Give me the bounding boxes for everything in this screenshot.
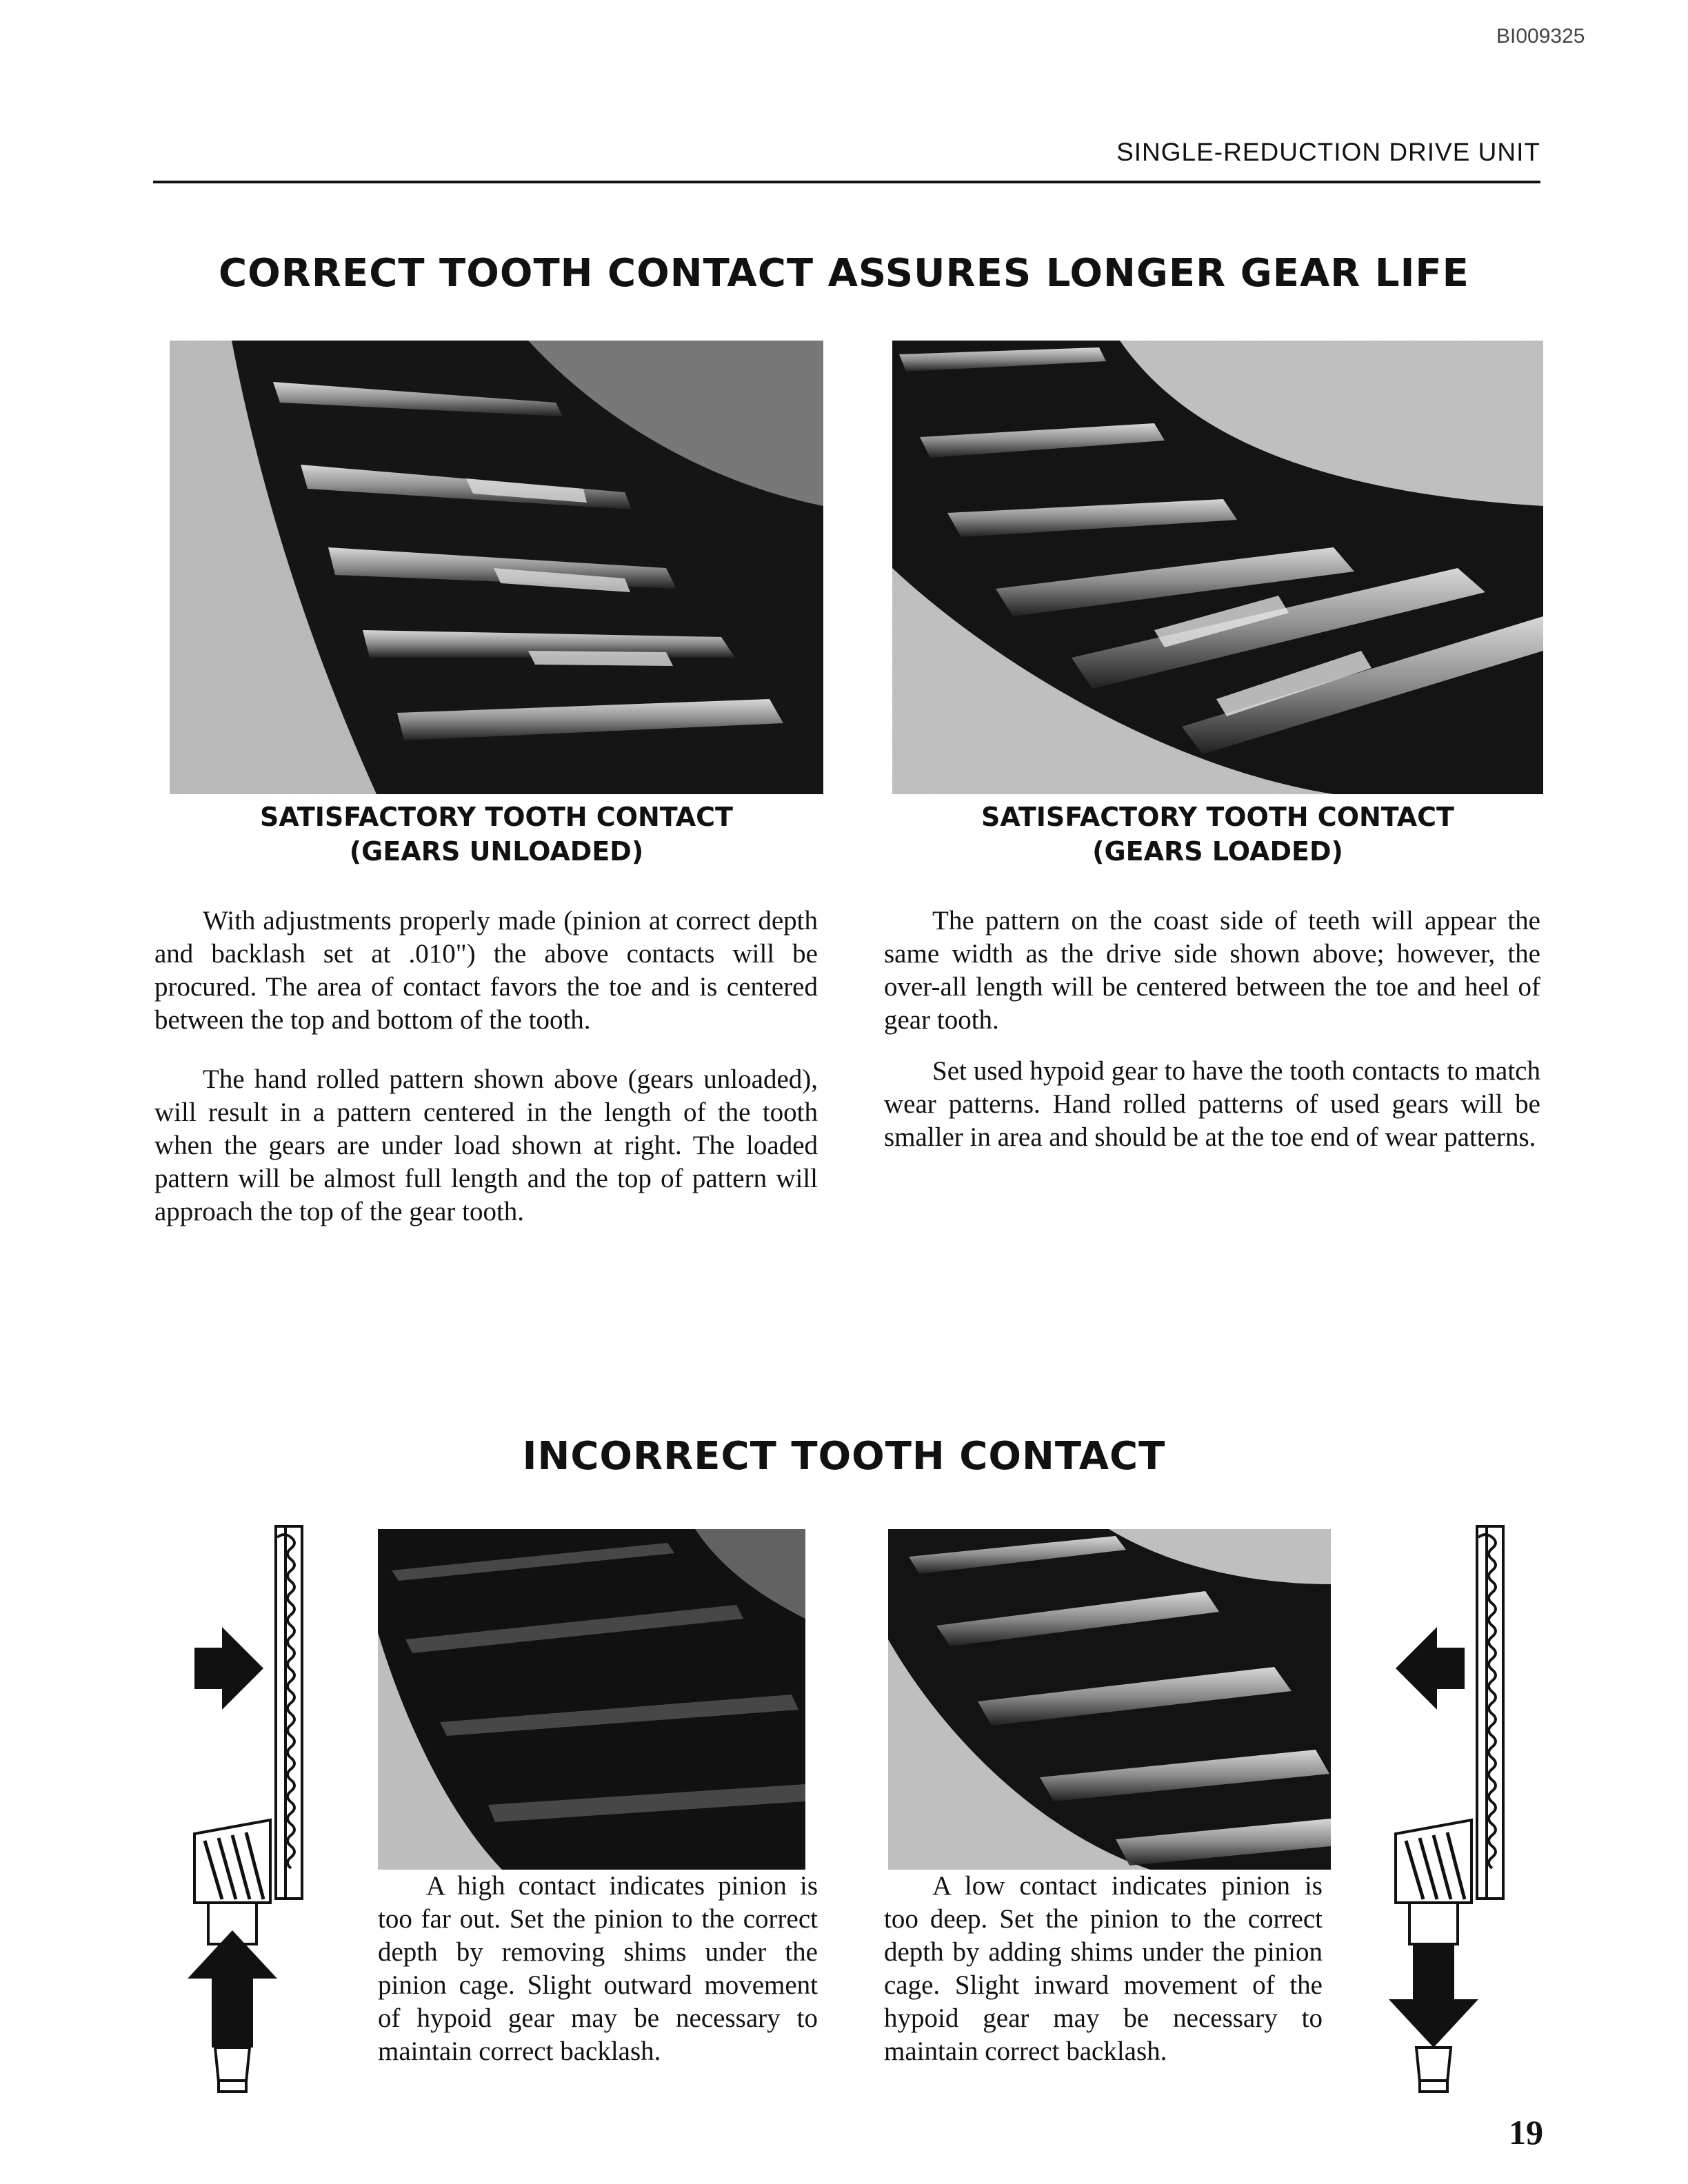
arrow-down-icon — [1389, 1944, 1478, 2048]
gear-photo-unloaded — [170, 341, 823, 794]
high-contact-text: A high contact indicates pinion is too far out. Set the pinion to the correct depth by removing shims under the pinion cage. Slight outward movement of hypoid gear may be necessary to maintain correct backlash. — [378, 1871, 818, 2066]
right-paragraph-1: The pattern on the coast side of teeth will appear the same width as the drive side shown above; however, the over-all length will be centered between the toe and heel of gear tooth. — [884, 906, 1540, 1035]
low-contact-column — [884, 1870, 1323, 2068]
left-paragraph-1: With adjustments properly made (pinion at correct depth and backlash set at .010") the above contacts will be procured. The area of contact favors the toe and is centered between the top and bottom of the tooth. — [154, 906, 818, 1035]
caption-unloaded-line1: SATISFACTORY TOOTH CONTACT — [260, 802, 733, 832]
incorrect-contact-heading: INCORRECT TOOTH CONTACT — [522, 1434, 1166, 1479]
right-paragraph-2: Set used hypoid gear to have the tooth contacts to match wear patterns. Hand rolled patterns of used gears will be smaller in area and should be at the toe end of wear patterns. — [884, 1056, 1540, 1152]
right-text-column — [884, 904, 1540, 1154]
caption-loaded-line2: (GEARS LOADED) — [1092, 836, 1343, 867]
pinion-gear-diagram-right — [1382, 1517, 1538, 2096]
caption-gears-unloaded — [170, 800, 823, 869]
arrow-left-icon — [1396, 1627, 1465, 1710]
high-contact-column — [378, 1870, 818, 2068]
gear-photo-loaded — [892, 341, 1543, 794]
caption-loaded-line1: SATISFACTORY TOOTH CONTACT — [981, 802, 1454, 832]
arrow-right-icon — [194, 1627, 263, 1710]
left-paragraph-2: The hand rolled pattern shown above (gears unloaded), will result in a pattern centered in the length of the tooth when the gears are under load shown at right. The loaded pattern will be almost full length and the top of pattern will approach the top of the gear tooth. — [154, 1064, 818, 1226]
arrow-up-icon — [188, 1930, 277, 2048]
photo-low-contact — [888, 1529, 1331, 1870]
caption-gears-loaded — [892, 800, 1543, 869]
caption-unloaded-line2: (GEARS UNLOADED) — [349, 836, 644, 867]
pinion-too-far-out-diagram — [181, 1517, 336, 2096]
header-rule — [153, 181, 1540, 183]
low-contact-text: A low contact indicates pinion is too deep. Set the pinion to the correct depth by adding shims under the pinion cage. Slight inward movement of the hypoid gear may be necessary to maintain correct backlash. — [884, 1871, 1323, 2066]
document-id: BI009325 — [1496, 25, 1585, 48]
section-title: SINGLE-REDUCTION DRIVE UNIT — [1116, 138, 1540, 166]
gear-photo-high-contact — [378, 1529, 805, 1870]
left-text-column — [154, 904, 818, 1228]
photo-gears-loaded — [892, 341, 1543, 794]
photo-gears-unloaded — [170, 341, 823, 794]
page-number: 19 — [1509, 2113, 1543, 2152]
pinion-gear-diagram-left — [181, 1517, 336, 2096]
gear-photo-low-contact — [888, 1529, 1331, 1870]
photo-high-contact — [378, 1529, 805, 1870]
correct-contact-heading: CORRECT TOOTH CONTACT ASSURES LONGER GEAR LIFE — [219, 251, 1469, 296]
pinion-too-deep-diagram — [1382, 1517, 1538, 2096]
